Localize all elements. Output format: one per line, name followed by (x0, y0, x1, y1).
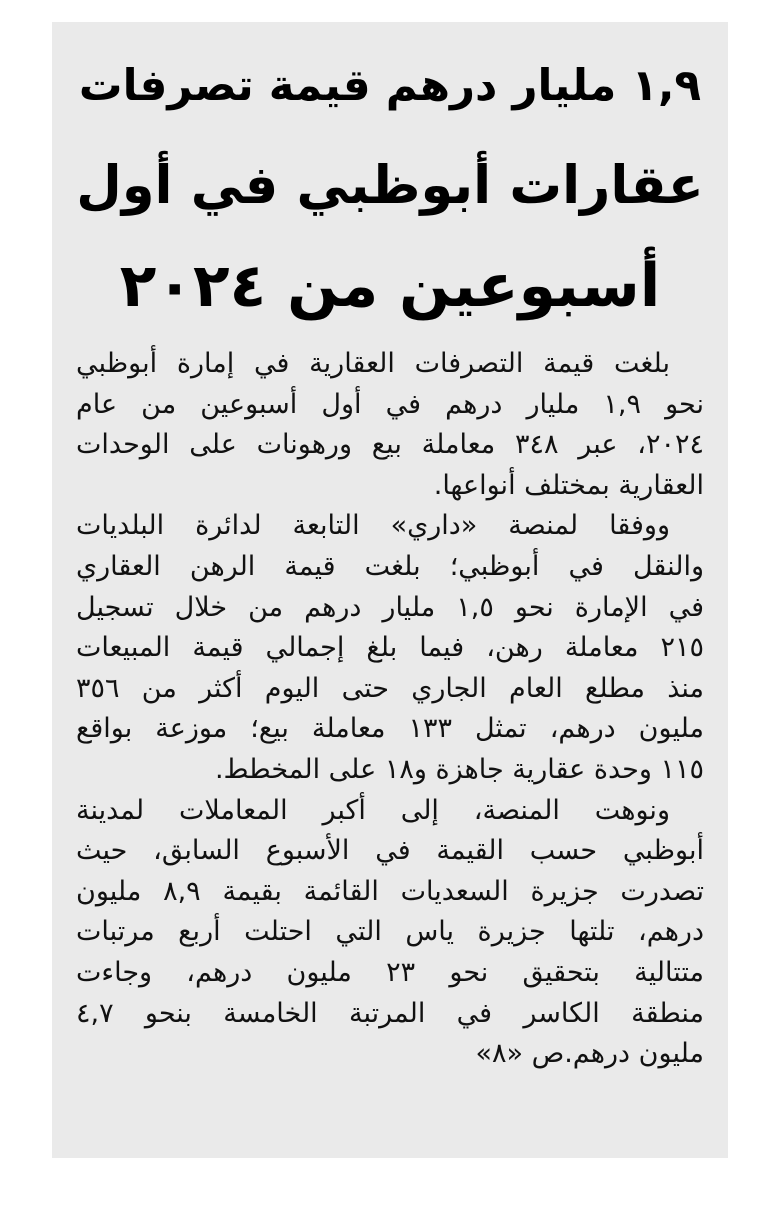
text-line: والنقل في أبوظبي؛ بلغت قيمة الرهن العقاري (76, 550, 704, 582)
article-body (76, 344, 704, 1075)
text-line: تصدرت جزيرة السعديات القائمة بقيمة ٨,٩ مليون (76, 875, 704, 907)
paragraph-2 (76, 506, 704, 790)
paragraph-3 (76, 791, 704, 1075)
headline-line: عقارات أبوظبي في أول (76, 155, 704, 216)
text-line: ٢٠٢٤، عبر ٣٤٨ معاملة بيع ورهونات على الوحدات (76, 429, 704, 461)
text-line: أبوظبي حسب القيمة في الأسبوع السابق، حيث (76, 835, 704, 867)
text-line: ٢١٥ معاملة رهن، فيما بلغ إجمالي قيمة المبيعات (76, 632, 704, 664)
text-line: ونوهت المنصة، إلى أكبر المعاملات لمدينة (76, 794, 670, 826)
text-line: بلغت قيمة التصرفات العقارية في إمارة أبوظبي (76, 348, 670, 379)
text-line: ١١٥ وحدة عقارية جاهزة و١٨ على المخطط. (214, 753, 704, 785)
text-line: مليون درهم.ص «٨» (475, 1038, 704, 1070)
text-line: مليون درهم، تمثل ١٣٣ معاملة بيع؛ موزعة بواقع (76, 713, 704, 745)
paragraph-1 (76, 344, 704, 506)
text-line: العقارية بمختلف أنواعها. (433, 469, 704, 501)
text-line: درهم، تلتها جزيرة ياس التي احتلت أربع مرتبات (76, 916, 704, 948)
text-line: ووفقا لمنصة «داري» التابعة لدائرة البلديات (76, 510, 670, 542)
text-line: نحو ١,٩ مليار درهم في أول أسبوعين من عام (76, 388, 704, 420)
text-line: متتالية بتحقيق نحو ٢٣ مليون درهم، وجاءت (76, 956, 704, 988)
headline (76, 36, 704, 336)
news-clipping (52, 22, 728, 1158)
text-line: في الإمارة نحو ١,٥ مليار درهم من خلال تسجيل (76, 591, 705, 623)
headline-line: أسبوعين من ٢٠٢٤ (119, 251, 661, 321)
text-line: منطقة الكاسر في المرتبة الخامسة بنحو ٤,٧ (76, 997, 704, 1029)
headline-line: ١,٩ مليار درهم قيمة تصرفات (78, 61, 702, 111)
text-line: منذ مطلع العام الجاري حتى اليوم أكثر من ٣٥٦ (76, 672, 704, 704)
